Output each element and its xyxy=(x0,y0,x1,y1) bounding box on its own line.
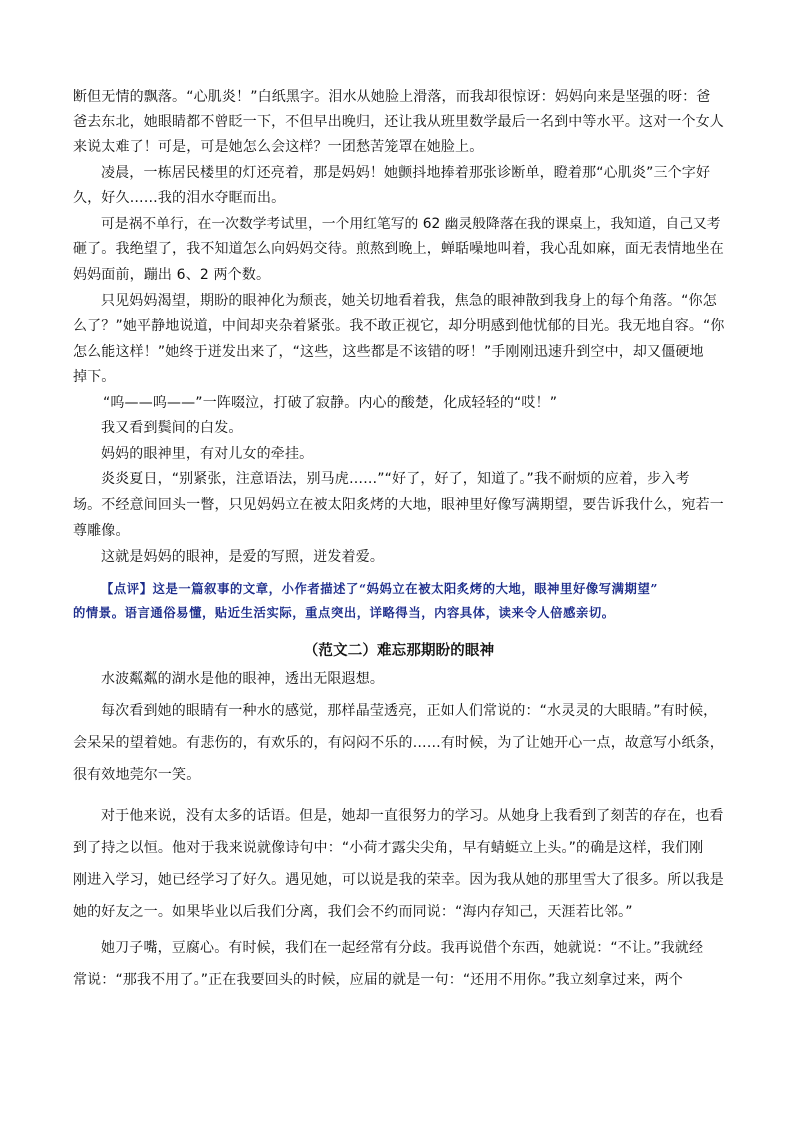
paragraph-line: 凌晨，一栋居民楼里的灯还亮着，那是妈妈！她颤抖地捧着那张诊断单，瞪着那“心肌炎”三个字好 xyxy=(101,165,711,181)
paragraph-line: 对于他来说，没有太多的话语。但是，她却一直很努力的学习。从她身上我看到了刻苦的存在，也看 xyxy=(101,808,724,824)
paragraph-line: 会呆呆的望着她。有悲伤的，有欢乐的，有闷闷不乐的……有时候，为了让她开心一点，故意写小纸条， xyxy=(73,735,724,751)
paragraph-line: 怎么能这样！”她终于迸发出来了，“这些，这些都是不该错的呀！”手刚刚迅速升到空中，却又僵硬地 xyxy=(73,344,704,360)
section-title: （范文二）难忘那期盼的眼神 xyxy=(303,643,495,659)
comment-line: 的情景。语言通俗易懂，贴近生活实际，重点突出，详略得当，内容具体，读来令人倍感亲切。 xyxy=(73,605,615,620)
paragraph-line: 我又看到鬓间的白发。 xyxy=(101,420,243,436)
paragraph-line: 妈妈面前，蹦出 6、2 两个数。 xyxy=(73,267,271,283)
paragraph-line: 妈妈的眼神里，有对儿女的牵挂。 xyxy=(101,446,314,462)
paragraph-line: 炎炎夏日，“别紧张，注意语法，别马虎……”“好了，好了，知道了。”我不耐烦的应着，步入考 xyxy=(101,471,690,487)
paragraph-line: 么了？”她平静地说道，中间却夹杂着紧张。我不敢正视它，却分明感到他忧郁的目光。我无地自容。“你 xyxy=(73,318,725,334)
paragraph-line: 砸了。我绝望了，我不知道怎么向妈妈交待。煎熬到晚上，蝉聒噪地叫着，我心乱如麻，面无表情地坐在 xyxy=(73,241,724,257)
paragraph-line: 刚进入学习，她已经学习了好久。遇见她，可以说是我的荣幸。因为我从她的那里雪大了很多。所以我是 xyxy=(73,872,724,888)
paragraph-line: 断但无情的飘落。“心肌炎！”白纸黑字。泪水从她脸上滑落，而我却很惊讶：妈妈向来是坚强的呀：爸 xyxy=(73,89,711,105)
paragraph-line: 她刀子嘴，豆腐心。有时候，我们在一起经常有分歧。我再说借个东西，她就说：“不让。”我就经 xyxy=(101,940,704,956)
paragraph-line: “呜——呜——”一阵啜泣，打破了寂静。内心的酸楚，化成轻轻的“哎！” xyxy=(103,395,558,411)
paragraph-line: 到了持之以恒。他对于我来说就像诗句中：“小荷才露尖尖角，早有蜻蜓立上头。”的确是这样，我们刚 xyxy=(73,840,704,856)
paragraph-line: 这就是妈妈的眼神，是爱的写照，迸发着爱。 xyxy=(101,549,384,565)
comment-line xyxy=(101,580,658,598)
paragraph-line: 来说太难了！可是，可是她怎么会这样？一团愁苦笼罩在她脸上。 xyxy=(73,139,484,155)
paragraph-line: 掉下。 xyxy=(73,369,116,385)
paragraph-line: 可是祸不单行，在一次数学考试里，一个用红笔写的 62 幽灵般降落在我的课桌上，我知道，自己又考 xyxy=(101,216,721,232)
paragraph-line: 场。不经意间回头一瞥，只见妈妈立在被太阳炙烤的大地，眼神里好像写满期望，要告诉我什么，宛若一 xyxy=(73,497,724,513)
paragraph-line: 爸去东北，她眼睛都不曾眨一下，不但早出晚归，还让我从班里数学最后一名到中等水平。这对一个女人 xyxy=(73,114,724,130)
comment-tag: 【点评】 xyxy=(101,581,153,596)
comment-text: 这是一篇叙事的文章，小作者描述了“妈妈立在被太阳炙烤的大地，眼神里好像写满期望” xyxy=(152,581,659,596)
paragraph-line: 常说：“那我不用了。”正在我要回头的时候，应届的就是一句：“还用不用你。”我立刻拿过来，两个 xyxy=(73,972,683,988)
paragraph-line: 很有效地莞尔一笑。 xyxy=(73,767,201,783)
paragraph-line: 尊雕像。 xyxy=(73,523,130,539)
paragraph-line: 她的好友之一。如果毕业以后我们分离，我们会不约而同说：“海内存知己，天涯若比邻。” xyxy=(73,904,633,920)
paragraph-line: 久，好久……我的泪水夺眶而出。 xyxy=(73,190,286,206)
paragraph-line: 只见妈妈渴望，期盼的眼神化为颓丧，她关切地看着我，焦急的眼神散到我身上的每个角落。“你怎 xyxy=(101,293,717,309)
paragraph-line: 每次看到她的眼睛有一种水的感觉，那样晶莹透亮，正如人们常说的：“水灵灵的大眼睛。”有时候， xyxy=(101,703,718,719)
paragraph-line: 水波粼粼的湖水是他的眼神，透出无限遐想。 xyxy=(101,671,384,687)
